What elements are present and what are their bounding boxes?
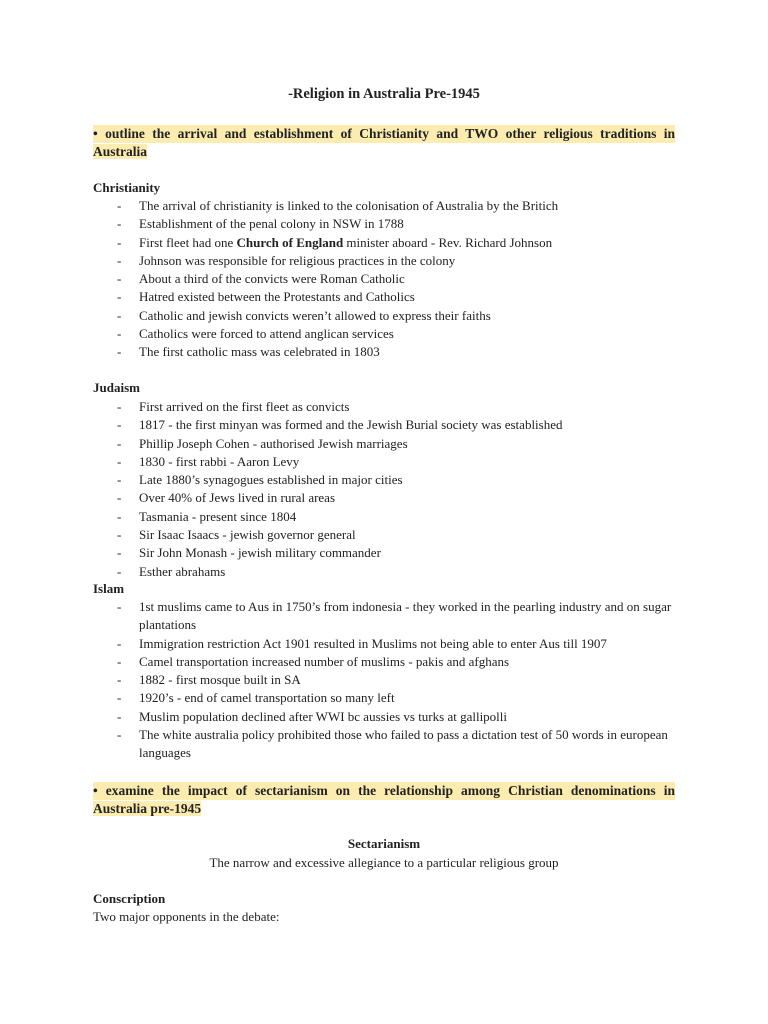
- syllabus-outcome-1: [93, 125, 675, 161]
- list-item-text: Muslim population declined after WWI bc aussies vs turks at gallipolli: [139, 708, 508, 724]
- list-item: [0, 197, 675, 215]
- bullet-dash: -: [117, 545, 122, 561]
- list-item: [0, 234, 675, 252]
- list-item: [0, 435, 675, 453]
- list-item-text: 1920’s - end of camel transportation so many left: [139, 690, 395, 706]
- bullet-dash: -: [117, 727, 122, 743]
- conscription-text: Two major opponents in the debate:: [93, 909, 280, 924]
- bullet-dash: -: [117, 326, 122, 342]
- page-title: -Religion in Australia Pre-1945: [288, 86, 480, 102]
- list-item: [0, 726, 675, 763]
- list-item: [0, 671, 675, 689]
- list-item-text: Establishment of the penal colony in NSW in 1788: [139, 216, 404, 232]
- bullet-dash: -: [117, 216, 122, 232]
- list-item: [0, 471, 675, 489]
- list-item: [0, 453, 675, 471]
- conscription-heading: Conscription: [93, 891, 166, 906]
- outcome-1-line-2: Australia: [93, 144, 147, 159]
- list-item: [0, 544, 675, 562]
- bullet-dash: -: [117, 599, 122, 614]
- list-item-text: 1817 - the first minyan was formed and the Jewish Burial society was established: [139, 417, 563, 433]
- list-item: [0, 526, 675, 544]
- judaism-heading: Judaism: [93, 380, 140, 395]
- islam-heading: Islam: [93, 581, 125, 596]
- outcome-1-line-1: • outline the arrival and establishment of Christianity and TWO other religious traditions in: [93, 126, 675, 141]
- bullet-dash: -: [117, 672, 122, 688]
- bullet-dash: -: [117, 490, 122, 506]
- list-item-text: Tasmania - present since 1804: [139, 508, 297, 524]
- bullet-dash: -: [117, 453, 122, 469]
- bullet-dash: -: [117, 344, 122, 360]
- list-item-text: The arrival of christianity is linked to the colonisation of Australia by the Britich: [139, 198, 559, 213]
- list-item: [0, 252, 675, 270]
- list-item-text: First fleet had one: [139, 234, 237, 250]
- bullet-dash: -: [117, 307, 122, 323]
- list-item: [0, 398, 675, 416]
- list-item-text: Over 40% of Jews lived in rural areas: [139, 490, 336, 506]
- list-item-text: Esther abrahams: [139, 563, 226, 579]
- list-item: [0, 489, 675, 507]
- list-item-text: Sir Isaac Isaacs - jewish governor general: [139, 527, 356, 543]
- bullet-dash: -: [117, 708, 122, 724]
- bullet-dash: -: [117, 234, 122, 250]
- christianity-list: [0, 197, 768, 362]
- list-item: [0, 215, 675, 233]
- list-item: [0, 288, 675, 306]
- bullet-dash: -: [117, 563, 122, 579]
- outcome-2-line-2: Australia pre-1945: [93, 801, 202, 816]
- list-item-text: 1882 - first mosque built in SA: [139, 672, 301, 688]
- bullet-dash: -: [117, 399, 122, 414]
- list-item: [0, 689, 675, 707]
- bullet-dash: -: [117, 252, 122, 268]
- list-item-text: Immigration restriction Act 1901 resulted in Muslims not being able to enter Aus till 1907: [139, 635, 607, 651]
- bullet-dash: -: [117, 690, 122, 706]
- bullet-dash: -: [117, 635, 122, 651]
- list-item-text: Late 1880’s synagogues established in major cities: [139, 472, 403, 488]
- list-item: [0, 270, 675, 288]
- list-item: [0, 708, 675, 726]
- bullet-dash: -: [117, 435, 122, 451]
- list-item-text: minister aboard - Rev. Richard Johnson: [343, 234, 553, 250]
- outcome-2-line-1: • examine the impact of sectarianism on the relationship among Christian denominations in: [93, 783, 675, 798]
- list-item: [0, 653, 675, 671]
- islam-list: [0, 598, 768, 763]
- list-item: [0, 598, 675, 635]
- list-item-text: First arrived on the first fleet as convicts: [139, 399, 350, 414]
- sectarianism-heading: Sectarianism: [347, 836, 421, 851]
- list-item-text: Catholic and jewish convicts weren’t allowed to express their faiths: [139, 307, 491, 323]
- list-item: [0, 508, 675, 526]
- sectarianism-definition: The narrow and excessive allegiance to a particular religious group: [209, 855, 559, 870]
- list-item-bold-text: Church of England: [236, 234, 344, 250]
- list-item: [0, 343, 675, 361]
- list-item-text: The first catholic mass was celebrated in 1803: [139, 344, 380, 360]
- list-item: [0, 307, 675, 325]
- christianity-heading: Christianity: [93, 180, 161, 195]
- bullet-dash: -: [117, 527, 122, 543]
- list-item: [0, 325, 675, 343]
- list-item-text: 1st muslims came to Aus in 1750’s from indonesia - they worked in the pearling industry and on sugar plantations: [139, 599, 672, 633]
- bullet-dash: -: [117, 417, 122, 433]
- list-item-text: Johnson was responsible for religious practices in the colony: [139, 252, 456, 268]
- bullet-dash: -: [117, 653, 122, 669]
- list-item-text: Phillip Joseph Cohen - authorised Jewish marriages: [139, 435, 408, 451]
- list-item-text: The white australia policy prohibited those who failed to pass a dictation test of 50 words in european languages: [139, 727, 668, 761]
- bullet-dash: -: [117, 472, 122, 488]
- list-item-text: 1830 - first rabbi - Aaron Levy: [139, 453, 300, 469]
- bullet-dash: -: [117, 289, 122, 305]
- list-item-text: Hatred existed between the Protestants and Catholics: [139, 289, 415, 305]
- list-item-text: Sir John Monash - jewish military commander: [139, 545, 381, 561]
- list-item: [0, 635, 675, 653]
- list-item-text: Camel transportation increased number of muslims - pakis and afghans: [139, 653, 510, 669]
- list-item-text: Catholics were forced to attend anglican services: [139, 326, 394, 342]
- bullet-dash: -: [117, 271, 122, 287]
- bullet-dash: -: [117, 508, 122, 524]
- list-item-text: About a third of the convicts were Roman Catholic: [139, 271, 405, 287]
- list-item: [0, 563, 675, 581]
- bullet-dash: -: [117, 198, 122, 213]
- judaism-list: [0, 398, 768, 581]
- list-item: [0, 416, 675, 434]
- syllabus-outcome-2: [93, 782, 675, 818]
